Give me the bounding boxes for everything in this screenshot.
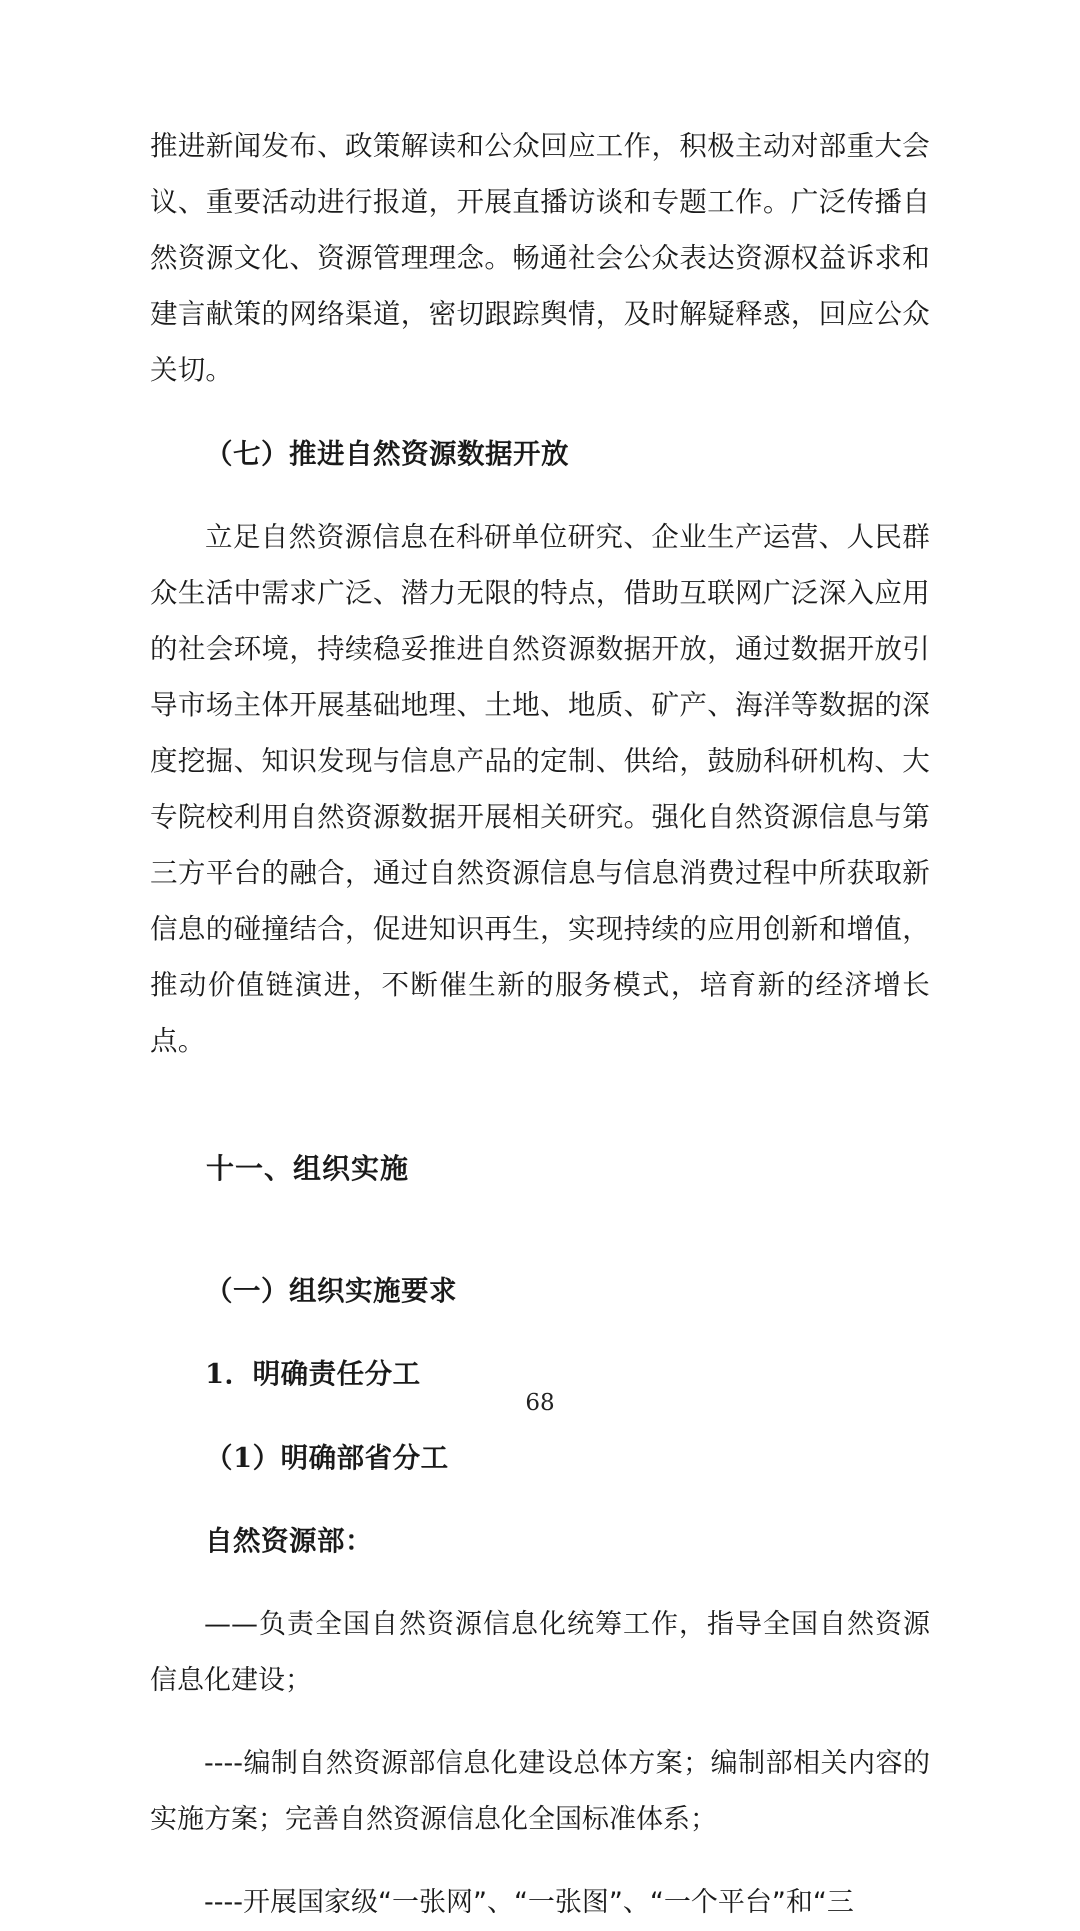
list-item-duty-3: ----开展国家级“一张网”、“一张图”、“一个平台”和“三 [204, 1886, 854, 1918]
paragraph-news-release: 推进新闻发布、政策解读和公众回应工作，积极主动对部重大会议、重要活动进行报道，开展直播访谈和专题工作。广泛传播自然资源文化、资源管理理念。畅通社会公众表达资源权益诉求和建言献策的网络渠道，密切跟踪舆情，及时解疑释惑，回应公众关切。 [150, 130, 930, 386]
list-item-duty-1: ——负责全国自然资源信息化统筹工作，指导全国自然资源信息化建设； [150, 1608, 930, 1696]
heading-implementation-requirements: （一）组织实施要求 [205, 1274, 457, 1307]
heading-ministry-natural-resources: 自然资源部： [205, 1525, 373, 1557]
page-number: 68 [525, 1390, 555, 1416]
spacer [150, 1225, 930, 1235]
heading-section-seven: （七）推进自然资源数据开放 [205, 437, 569, 470]
paragraph-data-opening: 立足自然资源信息在科研单位研究、企业生产运营、人民群众生活中需求广泛、潜力无限的特点，借助互联网广泛深入应用的社会环境，持续稳妥推进自然资源数据开放，通过数据开放引导市场主体开展基础地理、土地、地质、矿产、海洋等数据的深度挖掘、知识发现与信息产品的定制、供给，鼓励科研机构、大专院校利用自然资源数据开展相关研究。强化自然资源信息与第三方平台的融合，通过自然资源信息与信息消费过程中所获取新信息的碰撞结合，促进知识再生，实现持续的应用创新和增值，推动价值链演进，不断催生新的服务模式，培育新的经济增长点。 [150, 521, 930, 1057]
list-item-duty-2: ----编制自然资源部信息化建设总体方案；编制部相关内容的实施方案；完善自然资源信息化全国标准体系； [150, 1747, 930, 1835]
heading-ministry-province-division: （1）明确部省分工 [205, 1441, 449, 1474]
section-title-organization: 十一、组织实施 [206, 1152, 410, 1185]
spacer [150, 1069, 930, 1113]
heading-clarify-responsibility: 1．明确责任分工 [205, 1358, 421, 1390]
